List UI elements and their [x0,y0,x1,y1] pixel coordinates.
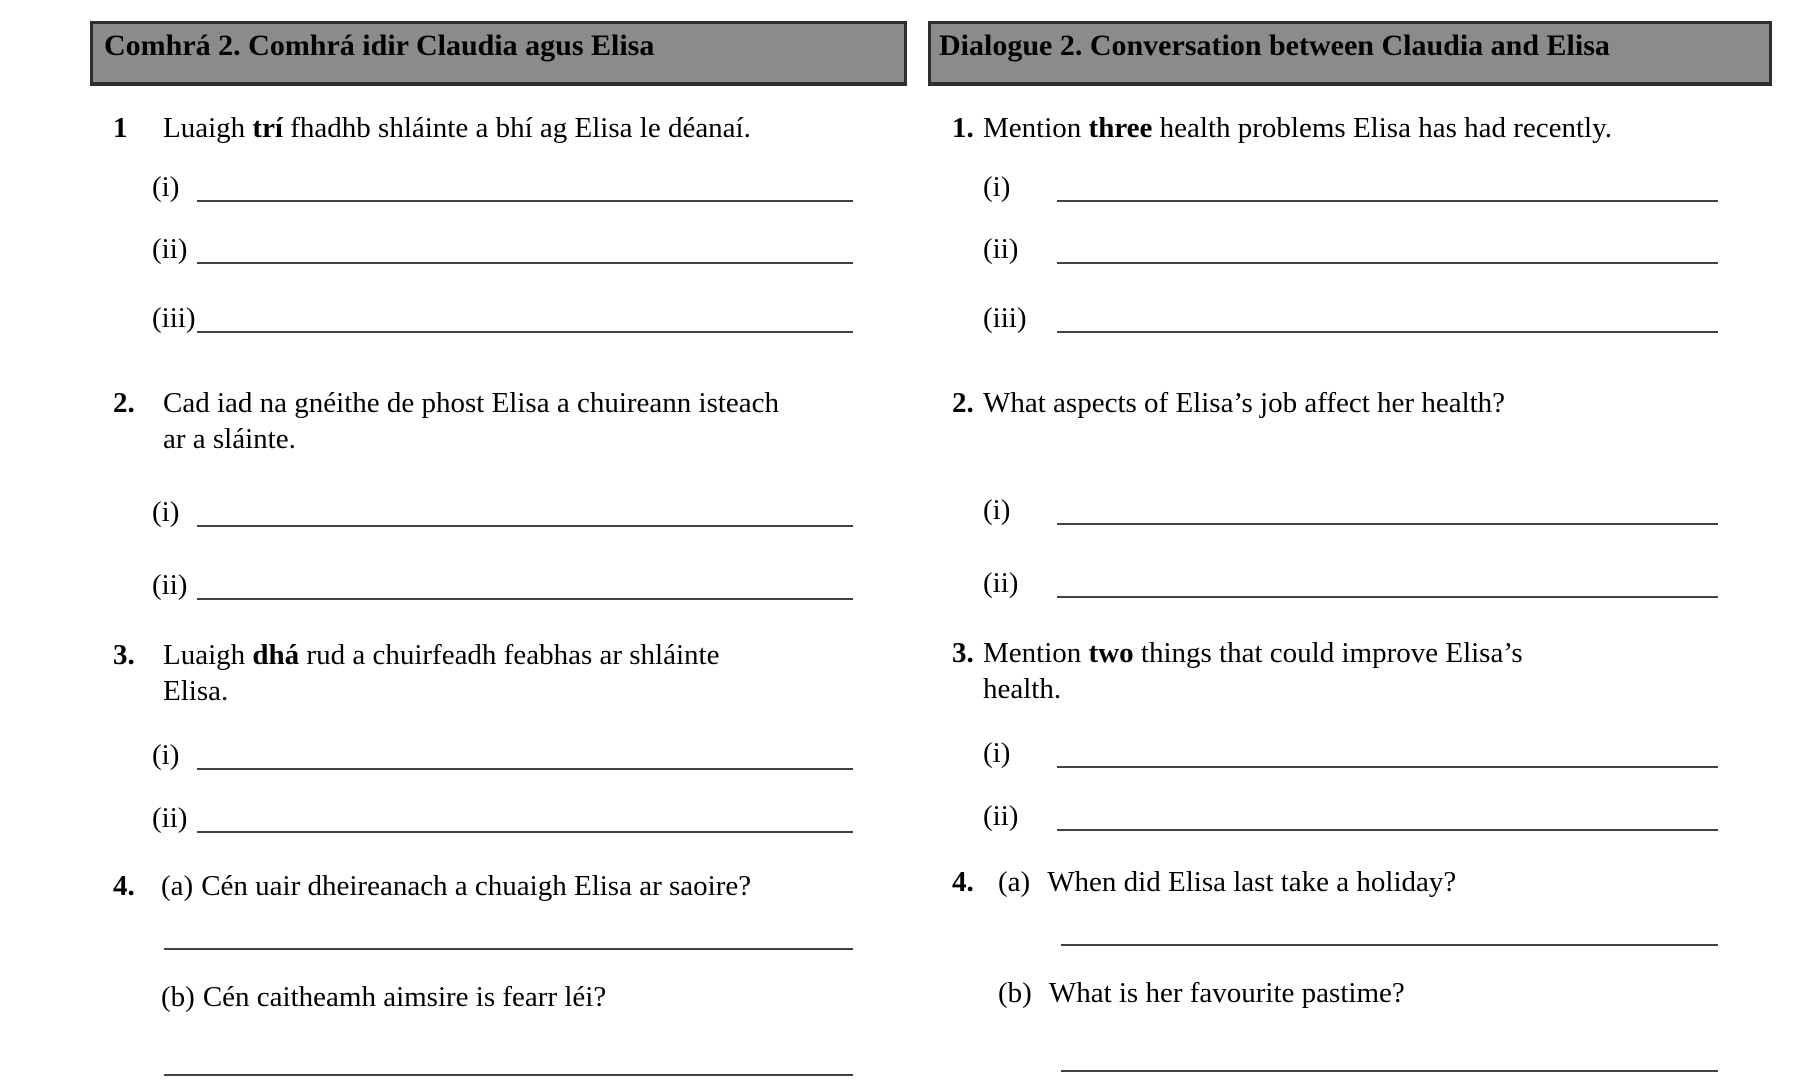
question-3-english [952,635,1772,707]
answer-line-4a-irish [164,948,853,950]
question-text-line: ar a sláinte. [163,423,296,455]
question-text [163,637,907,709]
question-text-segment: fhadhb shláinte a bhí ag Elisa le déanaí. [283,112,751,144]
blank-label: (i) [152,170,180,203]
answer-blank-1-i-irish [152,168,853,202]
question-number: 4. [113,870,135,902]
question-text-segment: Luaigh [163,112,253,144]
question-text-segment: Mention [983,637,1089,669]
answer-blank-1-ii-irish [152,230,853,264]
question-1-english [952,110,1772,146]
question-text-line: Elisa. [163,675,229,707]
answer-line [1057,596,1718,598]
question-text: What aspects of Elisa’s job affect her health? [983,387,1506,419]
answer-line [197,598,853,600]
question-text-bold: trí [252,112,283,144]
column-english [928,0,1772,1072]
answer-blank-1-i-english [983,168,1718,202]
answer-blank-1-iii-irish [152,299,853,333]
question-number: 2. [113,387,135,419]
blank-label: (i) [983,493,1011,526]
sub-question-label: (b) [998,977,1032,1009]
answer-blank-2-i-english [983,491,1718,525]
answer-line [1057,829,1718,831]
answer-blank-3-ii-irish [152,799,853,833]
sub-question-label: (a) [998,866,1031,898]
answer-line [1057,766,1718,768]
blank-label: (i) [152,495,180,528]
question-number: 3. [113,639,135,671]
question-number: 1. [952,112,974,144]
answer-line [1057,523,1718,525]
sub-question-label: (a) [161,870,194,902]
answer-blank-1-ii-english [983,230,1718,264]
question-number: 1 [113,112,128,144]
blank-label: (iii) [983,301,1027,334]
answer-line [1057,200,1718,202]
blank-label: (ii) [152,232,188,265]
answer-line [197,200,853,202]
blank-label: (i) [152,738,180,771]
answer-line [197,525,853,527]
question-text-segment: health problems Elisa has had recently. [1152,112,1612,144]
question-number: 4. [952,866,974,898]
question-4b-english [952,975,1772,1011]
blank-label: (ii) [983,232,1019,265]
column-irish [90,0,907,1076]
question-text-line [163,637,907,673]
answer-line [197,262,853,264]
answer-blank-3-i-english [983,734,1718,768]
answer-blank-3-ii-english [983,797,1718,831]
answer-line [1057,331,1718,333]
answer-blank-2-i-irish [152,493,853,527]
question-4a-irish [113,868,907,904]
question-text-segment: Luaigh [163,639,253,671]
question-text-line: Cad iad na gnéithe de phost Elisa a chuireann isteach [163,387,780,419]
answer-line [197,768,853,770]
blank-label: (i) [983,170,1011,203]
question-1-irish [113,110,907,146]
question-text [163,385,907,457]
question-text [983,635,1772,707]
question-3-irish [113,637,907,709]
section-header-irish: Comhrá 2. Comhrá idir Claudia agus Elisa [90,21,907,86]
question-text-segment: Mention [983,112,1089,144]
question-4b-irish [113,979,907,1015]
blank-label: (ii) [983,566,1019,599]
question-text [983,110,1772,146]
answer-blank-2-ii-irish [152,566,853,600]
question-text: Cén uair dheireanach a chuaigh Elisa ar saoire? [201,870,752,902]
question-text [163,110,907,146]
question-text-line [983,635,1772,671]
sub-question-label: (b) [161,981,195,1013]
blank-label: (i) [983,736,1011,769]
question-number: 3. [952,637,974,669]
question-text: What is her favourite pastime? [1048,977,1405,1009]
question-text-bold: two [1088,637,1134,669]
question-text: When did Elisa last take a holiday? [1047,866,1457,898]
section-header-english: Dialogue 2. Conversation between Claudia and Elisa [928,21,1772,86]
answer-blank-2-ii-english [983,564,1718,598]
question-text-bold: three [1088,112,1153,144]
question-2-irish [113,385,907,457]
question-text-line: health. [983,673,1062,705]
blank-label: (ii) [152,568,188,601]
question-text-segment: rud a chuirfeadh feabhas ar shláinte [299,639,720,671]
question-4a-english [952,864,1772,900]
answer-blank-1-iii-english [983,299,1718,333]
question-text: Cén caitheamh aimsire is fearr léi? [202,981,607,1013]
answer-line [1057,262,1718,264]
answer-line [197,331,853,333]
question-text-segment: things that could improve Elisa’s [1133,637,1523,669]
question-number: 2. [952,387,974,419]
answer-line-4b-english [1061,1070,1718,1072]
answer-line-4a-english [1061,944,1718,946]
answer-blank-3-i-irish [152,736,853,770]
answer-line-4b-irish [164,1074,853,1076]
answer-line [197,831,853,833]
blank-label: (ii) [152,801,188,834]
question-text-bold: dhá [252,639,300,671]
blank-label: (ii) [983,799,1019,832]
blank-label: (iii) [152,301,196,334]
question-2-english [952,385,1772,421]
